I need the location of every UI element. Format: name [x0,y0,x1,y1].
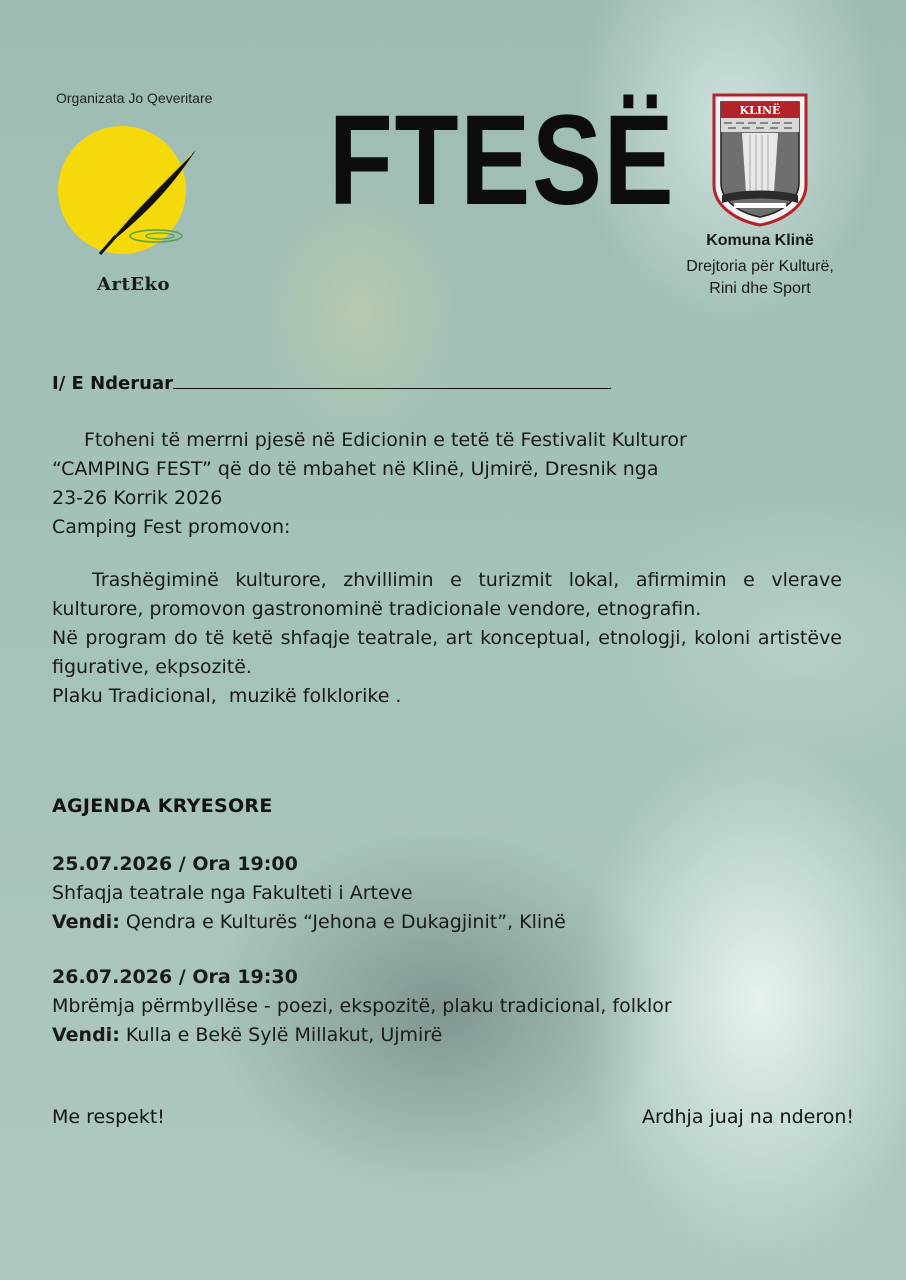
venue-text: Qendra e Kulturës “Jehona e Dukagjinit”, Klinë [119,911,566,933]
page-title: FTESË [328,89,676,232]
intro-line-3: 23-26 Korrik 2026 [52,487,223,509]
department-line-1: Drejtoria për Kulturë, [686,258,834,275]
program-text: Në program do të ketë shfaqje teatrale, art konceptual, etnologji, koloni artistëve figurative, ekpsozitë. [52,627,842,678]
promo-text: Trashëgiminë kulturore, zhvillimin e turizmit lokal, afirmimin e vlerave kulturore, promovon gastronominë tradicionale vendore, etnografin. [52,569,842,620]
municipal-crest-icon [712,93,808,227]
agenda-event [52,963,852,1050]
arteko-logo [56,120,206,274]
venue-label: Vendi: [52,1024,120,1046]
closing-honor: Ardhja juaj na nderon! [641,1106,854,1128]
crest-label: KLINË [739,104,781,117]
event-venue [52,1021,852,1050]
event-date: 25.07.2026 / Ora 19:00 [52,853,298,875]
event-venue [52,908,852,937]
sun-feather-icon [56,120,206,270]
intro-paragraph [52,426,842,542]
org-type-label: Organizata Jo Qeveritare [56,90,213,106]
intro-line-4: Camping Fest promovon: [52,516,291,538]
venue-label: Vendi: [52,911,120,933]
salutation-text: I/ E Nderuar [52,373,173,394]
department-name [660,256,860,300]
promo-paragraph [52,566,842,711]
agenda-event [52,850,852,937]
venue-text: Kulla e Bekë Sylë Millakut, Ujmirë [119,1024,443,1046]
municipal-crest [712,93,808,231]
brand-name: ArtEko [97,274,170,295]
intro-line-1: Ftoheni të merrni pjesë në Edicionin e tetë të Festivalit Kulturor [84,429,687,451]
agenda-heading: AGJENDA KRYESORE [52,795,273,817]
salutation [52,368,611,394]
event-date: 26.07.2026 / Ora 19:30 [52,966,298,988]
municipality-name: Komuna Klinë [706,232,814,249]
closing-regards: Me respekt! [52,1106,165,1128]
event-description: Shfaqja teatrale nga Fakulteti i Arteve [52,882,413,904]
department-line-2: Rini dhe Sport [709,280,811,297]
name-blank-line [173,368,611,389]
program-extra: Plaku Tradicional, muzikë folklorike . [52,685,402,707]
event-description: Mbrëmja përmbyllëse - poezi, ekspozitë, plaku tradicional, folklor [52,995,672,1017]
intro-line-2: “CAMPING FEST” që do të mbahet në Klinë, Ujmirë, Dresnik nga [52,458,659,480]
